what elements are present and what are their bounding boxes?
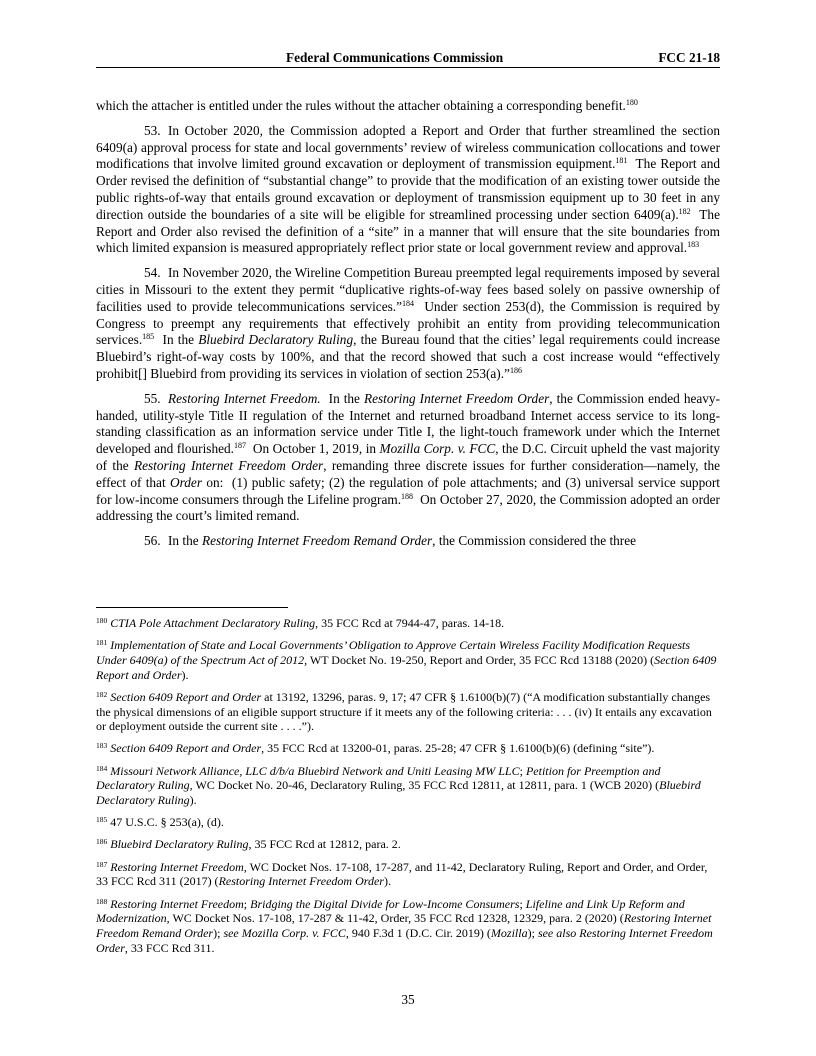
footnote-text: Bluebird Declaratory Ruling, 35 FCC Rcd at 12812, para. 2. [110,837,401,852]
footnote-number: 186 [96,837,108,847]
footnote-text: CTIA Pole Attachment Declaratory Ruling, 35 FCC Rcd at 7944-47, paras. 14-18. [110,616,505,630]
paragraph-number: 55. [144,390,161,406]
footnote-text: Restoring Internet Freedom, WC Docket Nos. 17-108, 17-287, and 11-42, Declaratory Ruling, Report and Order, and Order, 33 FCC Rcd 311 (2017) (Restoring Internet Freedom Order). [96,859,708,889]
footnote-182 [96,690,720,734]
paragraph-number: 53. [144,122,161,138]
footnote-text: Implementation of State and Local Governments’ Obligation to Approve Certain Wireless Facility Modification Requests Under 6409(a) of the Spectrum Act of 2012, WT Docket No. 19-250, Report and Order, 35 FCC Rcd 13188 (2020) (Section 6409 Report and Order). [96,638,717,682]
header-rule [96,67,720,68]
paragraph-54 [96,265,720,383]
paragraph-number: 56. [144,533,161,549]
footnote-text: 47 U.S.C. § 253(a), (d). [110,815,224,830]
footnote-number: 188 [96,896,108,906]
footnote-text: Restoring Internet Freedom; Bridging the Digital Divide for Low-Income Consumers; Lifeline and Link Up Reform and Modernization, WC Docket Nos. 17-108, 17-287 & 11-42, Order, 35 FCC Rcd 12328, 12329, para. 2 (2020) (Restoring Internet Freedom Remand Order); see Mozilla Corp. v. FCC, 940 F.3d 1 (D.C. Cir. 2019) (Mozilla); see also Restoring Internet Freedom Order, 33 FCC Rcd 311. [96,896,713,955]
footnotes [96,616,720,963]
footnote-187 [96,860,720,889]
paragraph-text: Restoring Internet Freedom. In the Restoring Internet Freedom Order, the Commission ended heavy-handed, utility-style Title II regulation of the Internet and returned broadband Internet access service to its long-standing classification as an information service under Title I, the light-touch framework under which the Internet developed and flourished.$^{187}$ On October 1, 2019, in Mozilla Corp. v. FCC, the D.C. Circuit upheld the vast majority of the Restoring Internet Freedom Order, remanding three discrete issues for further consideration—namely, the effect of that Order on: (1) public safety; (2) the regulation of pole attachments; and (3) universal service support for low-income consumers through the Lifeline program.$^{188}$ On October 27, 2020, the Commission adopted an order addressing the court’s limited remand. [96,390,721,524]
paragraph-number: 54. [144,265,161,281]
footnote-180 [96,616,720,631]
footnote-185 [96,815,720,830]
footnote-text: Section 6409 Report and Order, 35 FCC Rcd at 13200-01, paras. 25-28; 47 CFR § 1.6100(b)(6) (defining “site”). [110,741,655,756]
paragraph-text: In November 2020, the Wireline Competition Bureau preempted legal requirements imposed by several cities in Missouri to the extent they permit “duplicative rights-of-way fees based solely on passive ownership of facilities used to provide telecommunications services.”$^{184}$ Under section 253(d), the Commission is required by Congress to preempt any requirements that effectively prohibit an entity from providing telecommunication services.$^{185}$ In the Bluebird Declaratory Ruling, the Bureau found that the cities’ legal requirements could increase Bluebird’s right-of-way costs by 100%, and that the record showed that such a cost increase would “effectively prohibit[] Bluebird from providing its services in violation of section 253(a).”$^{186}$ [96,265,721,381]
document-number: FCC 21-18 [658,50,720,65]
footnote-number: 181 [96,638,108,648]
footnote-separator [96,607,288,608]
footnote-number: 184 [96,763,108,773]
paragraph-text: In the Restoring Internet Freedom Remand Order, the Commission considered the three [168,533,637,549]
paragraph-55 [96,391,720,525]
footnote-number: 182 [96,689,108,699]
paragraph-56 [96,533,720,550]
footnote-text: Missouri Network Alliance, LLC d/b/a Bluebird Network and Uniti Leasing MW LLC; Petition for Preemption and Declaratory Ruling, WC Docket No. 20-46, Declaratory Ruling, 35 FCC Rcd 12811, at 12811, para. 1 (WCB 2020) (Bluebird Declaratory Ruling). [96,763,701,808]
page-number: 35 [401,992,415,1007]
footnote-number: 180 [96,616,108,625]
footnote-number: 185 [96,815,108,825]
footnote-number: 183 [96,741,108,751]
footnote-186 [96,837,720,852]
running-header [96,50,720,66]
footnote-181 [96,638,720,682]
body-text [96,98,720,558]
paragraph-53 [96,123,720,257]
paragraph-text: In October 2020, the Commission adopted a Report and Order that further streamlined the section 6409(a) approval process for state and local governments’ review of wireless communication collocations and tower modifications that involve limited ground excavation or deployment of transmission equipment.$^{181}$ The Report and Order revised the definition of “substantial change” to provide that the modification of an existing tower outside the public rights-of-way that entails ground excavation or deployment of transmission equipment up to 30 feet in any direction outside the boundaries of a site will be eligible for streamlined processing under section 6409(a).$^{182}$ The Report and Order also revised the definition of a “site” in a manner that will ensure that the site boundaries from which limited expansion is measured appropriately reflect prior state or local government review and approval.$^{183}$ [96,122,720,256]
agency-name: Federal Communications Commission [286,50,504,65]
footnote-184 [96,764,720,808]
footnote-188 [96,897,720,956]
footnote-183 [96,741,720,756]
footnote-text: Section 6409 Report and Order at 13192, 13296, paras. 9, 17; 47 CFR § 1.6100(b)(7) (“A modification substantially changes the physical dimensions of an eligible support structure if it meets any of the following criteria: . . . (iv) It entails any excavation or deployment outside the current site . . . .”). [96,689,712,734]
continuation-paragraph: which the attacher is entitled under the rules without the attacher obtaining a corresponding benefit.$^{180}$ [96,98,638,113]
footnote-number: 187 [96,859,108,869]
